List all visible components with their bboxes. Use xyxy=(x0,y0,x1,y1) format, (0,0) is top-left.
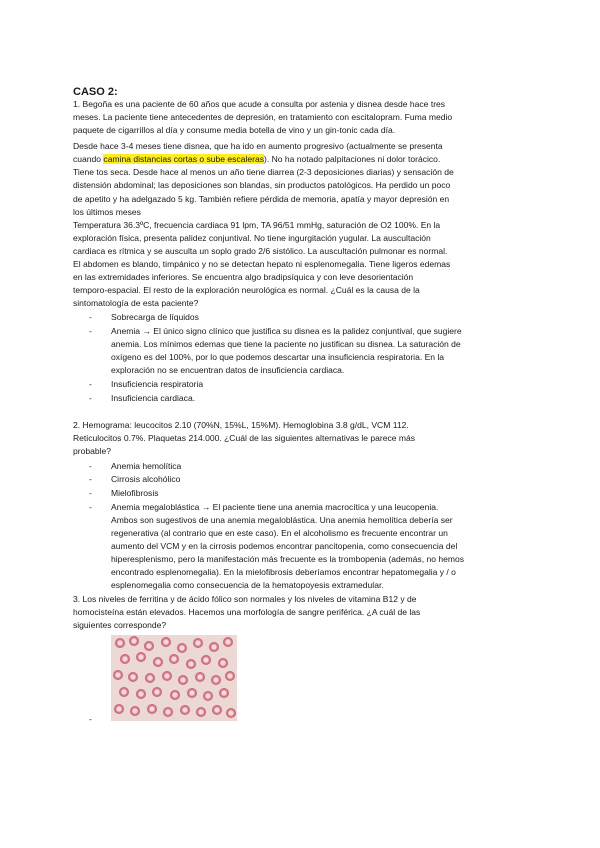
q2-line: 2. Hemograma: leucocitos 2.10 (70%N, 15%L, 15%M). Hemoglobina 3.8 g/dL, VCM 112. xyxy=(73,420,409,430)
red-blood-cell xyxy=(178,675,188,685)
q3-line: homocisteína están elevados. Hacemos una morfología de sangre periférica. ¿A cuál de las xyxy=(73,607,421,617)
red-blood-cell xyxy=(169,654,179,664)
red-blood-cell xyxy=(144,641,154,651)
red-blood-cell xyxy=(177,643,187,653)
q1-option-cont: oxígeno es del 100%, por lo que podemos descartar una insuficiencia respiratoria. En la xyxy=(111,352,445,362)
red-blood-cell xyxy=(196,707,206,717)
q2-option-cont: regenerativa (al contrario que en este caso). En el alcoholismo es frecuente encontrar un xyxy=(111,528,448,538)
q1-line: Desde hace 3-4 meses tiene disnea, que ha ido en aumento progresivo (actualmente se presenta xyxy=(73,141,443,151)
q1-line: exploración física, presenta palidez conjuntival. No tiene ingurgitación yugular. La auscultación xyxy=(73,233,431,243)
q1-line: los últimos meses xyxy=(73,207,141,217)
q2-line: Reticulocitos 0.7%. Plaquetas 214.000. ¿Cuál de las siguientes alternativas le parece más xyxy=(73,433,416,443)
q1-line: Temperatura 36.3ºC, frecuencia cardiaca 91 lpm, TA 96/51 mmHg, saturación de O2 100%. En la xyxy=(73,220,441,230)
blood-smear-image xyxy=(111,635,237,721)
red-blood-cell xyxy=(209,642,219,652)
q2-line: probable? xyxy=(73,446,112,456)
red-blood-cell xyxy=(161,637,171,647)
red-blood-cell xyxy=(219,688,229,698)
red-blood-cell xyxy=(153,657,163,667)
q1-line: sintomatología de esta paciente? xyxy=(73,298,199,308)
q1-line: Tiene tos seca. Desde hace al menos un año tiene diarrea (2-3 deposiciones diarias) y sensación de xyxy=(73,167,454,177)
q1-line: paquete de cigarrillos al día y consume media botella de vino y un gin-tonic cada día. xyxy=(73,125,396,135)
red-blood-cell xyxy=(180,705,190,715)
bullet: - xyxy=(89,326,92,336)
red-blood-cell xyxy=(195,672,205,682)
q2-option-cont: encontrado esplenomegalia). En la mielofibrosis deberíamos encontrar hepatomegalia y / o xyxy=(111,567,456,577)
red-blood-cell xyxy=(162,671,172,681)
q1-line: temporo-espacial. El resto de la exploración neurológica es normal. ¿Cuál es la causa de la xyxy=(73,285,420,295)
red-blood-cell xyxy=(163,707,173,717)
bullet: - xyxy=(89,393,92,403)
q1-line-highlight xyxy=(73,153,440,165)
q1-option-cont: exploración no se encuentran datos de insuficiencia cardiaca. xyxy=(111,365,345,375)
bullet: - xyxy=(89,461,92,471)
red-blood-cell xyxy=(147,704,157,714)
q3-line: siguientes corresponde? xyxy=(73,620,167,630)
red-blood-cell xyxy=(186,659,196,669)
red-blood-cell xyxy=(203,691,213,701)
bullet: - xyxy=(89,312,92,322)
red-blood-cell xyxy=(113,670,123,680)
red-blood-cell xyxy=(218,658,228,668)
q2-option: Cirrosis alcohólico xyxy=(111,474,181,484)
q1-option: Sobrecarga de líquidos xyxy=(111,312,199,322)
q1-line: El abdomen es blando, timpánico y no se detectan hepato ni esplenomegalia. Tiene ligeros edemas xyxy=(73,259,451,269)
q1-text: ). No ha notado palpitaciones ni dolor torácico. xyxy=(264,154,441,164)
bullet: - xyxy=(89,379,92,389)
red-blood-cell xyxy=(152,687,162,697)
q1-line: cardiaca es rítmica y se ausculta un soplo grado 2/6 sistólico. La auscultación pulmonar es normal. xyxy=(73,246,448,256)
q3-line: 3. Los niveles de ferritina y de ácido fólico son normales y los niveles de vitamina B12 y de xyxy=(73,594,417,604)
red-blood-cell xyxy=(130,706,140,716)
red-blood-cell xyxy=(136,652,146,662)
q1-option: Insuficiencia cardiaca. xyxy=(111,393,196,403)
highlighted-text: camina distancias cortas o sube escaleras xyxy=(103,154,264,164)
red-blood-cell xyxy=(170,690,180,700)
q1-line: de apetito y ha adelgazado 5 kg. También refiere pérdida de memoria, apatía y mayor depresión en xyxy=(73,194,450,204)
q1-option: Anemia → El único signo clínico que justifica su disnea es la palidez conjuntival, que sugiere xyxy=(111,326,462,336)
red-blood-cell xyxy=(211,675,221,685)
bullet: - xyxy=(89,488,92,498)
red-blood-cell xyxy=(225,671,235,681)
q2-option-cont: aumento del VCM y en la cirrosis podemos encontrar pancitopenia, como consecuencia del xyxy=(111,541,458,551)
red-blood-cell xyxy=(193,638,203,648)
q1-option-cont: anemia. Los mínimos edemas que tiene la paciente no justifican su disnea. La saturación de xyxy=(111,339,461,349)
red-blood-cell xyxy=(128,672,138,682)
q1-text: cuando xyxy=(73,154,104,164)
red-blood-cell xyxy=(223,637,233,647)
red-blood-cell xyxy=(136,689,146,699)
bullet: - xyxy=(89,714,92,724)
q2-option-cont: esplenomegalia como consecuencia de la hematopoyesis extramedular. xyxy=(111,580,384,590)
q2-option-cont: hiperesplenismo, pero la manifestación más frecuente es la trombopenia (además, no hemos xyxy=(111,554,464,564)
q1-line: meses. La paciente tiene antecedentes de depresión, en tratamiento con escitalopram. Fuma medio xyxy=(73,112,453,122)
bullet: - xyxy=(89,474,92,484)
case-title: CASO 2: xyxy=(73,86,118,98)
red-blood-cell xyxy=(115,638,125,648)
q2-option: Anemia megaloblástica → El paciente tiene una anemia macrocítica y una leucopenia. xyxy=(111,502,439,512)
red-blood-cell xyxy=(212,705,222,715)
q1-line: 1. Begoña es una paciente de 60 años que acude a consulta por astenia y disnea desde hace tres xyxy=(73,99,446,109)
red-blood-cell xyxy=(129,636,139,646)
red-blood-cell xyxy=(114,704,124,714)
red-blood-cell xyxy=(201,655,211,665)
red-blood-cell xyxy=(226,708,236,718)
red-blood-cell xyxy=(145,673,155,683)
q2-option: Mielofibrosis xyxy=(111,488,159,498)
q1-line: en las extremidades inferiores. Se encuentra algo bradipsíquica y con leve desorientación xyxy=(73,272,414,282)
q2-option: Anemia hemolítica xyxy=(111,461,182,471)
q1-option: Insuficiencia respiratoria xyxy=(111,379,204,389)
red-blood-cell xyxy=(187,688,197,698)
bullet: - xyxy=(89,502,92,512)
red-blood-cell xyxy=(120,654,130,664)
q2-option-cont: Ambos son sugestivos de una anemia megaloblástica. Una anemia hemolítica debería ser xyxy=(111,515,453,525)
q1-line: distensión abdominal; las deposiciones son blandas, sin productos patológicos. Ha perdido un poco xyxy=(73,180,451,190)
red-blood-cell xyxy=(119,687,129,697)
